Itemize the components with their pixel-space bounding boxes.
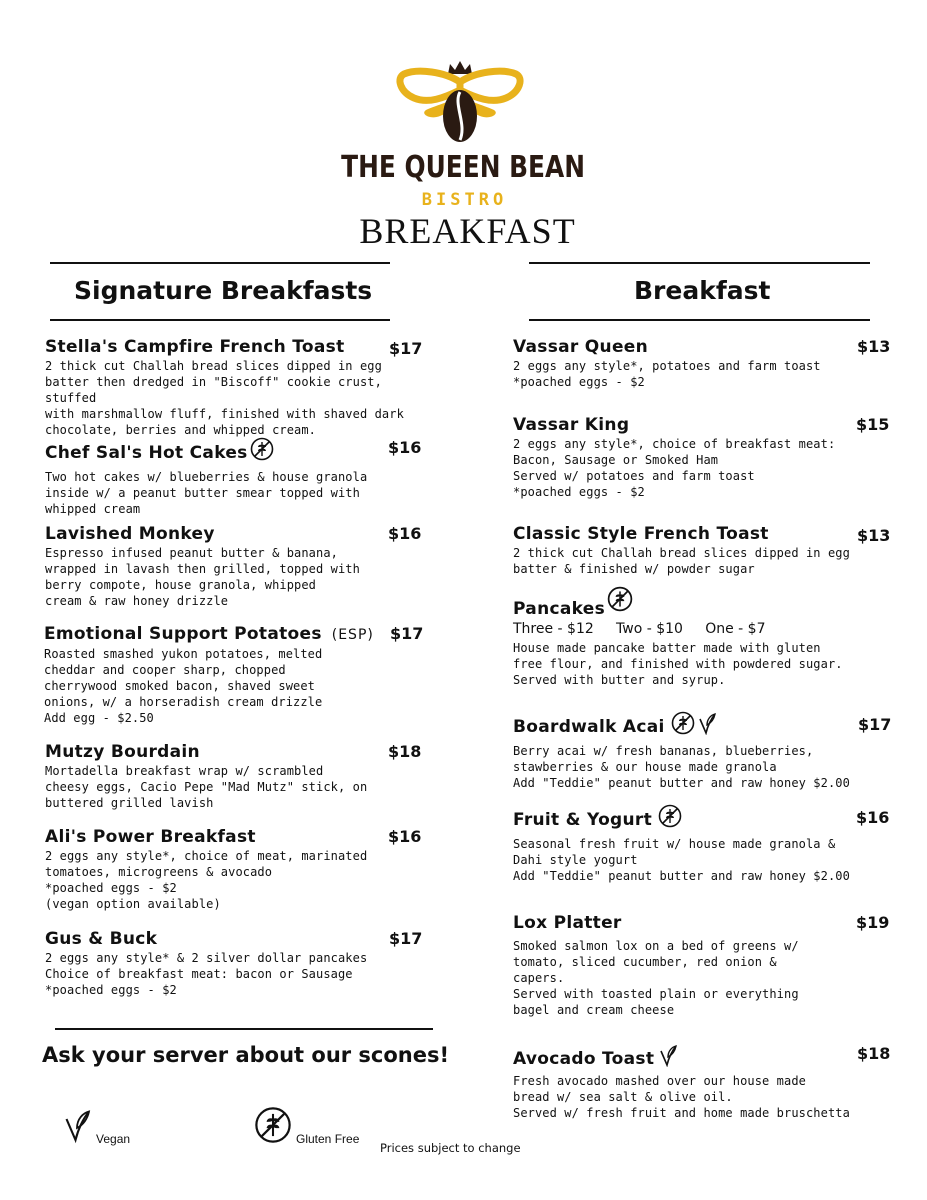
item-description: 2 eggs any style*, choice of meat, marinated tomatoes, microgreens & avocado *poached eggs - $2 (vegan option available) [45,849,368,911]
item-description: 2 thick cut Challah bread slices dipped in egg batter & finished w/ powder sugar [513,546,850,576]
menu-item [45,928,425,998]
menu-item [513,804,893,884]
item-price: $18 [388,742,422,761]
menu-item [513,414,893,500]
item-price: $16 [388,438,422,457]
item-description: Espresso infused peanut butter & banana, wrapped in lavash then grilled, topped with berry compote, house granola, whipped cream & raw honey drizzle [45,546,360,608]
menu-item [45,826,425,912]
gluten-free-icon [250,437,274,467]
item-price: $15 [856,415,890,434]
divider [55,1028,433,1030]
item-description: Two hot cakes w/ blueberries & house granola inside w/ a peanut butter smear topped with whipped cream [45,470,368,516]
item-description: Fresh avocado mashed over our house made bread w/ sea salt & olive oil. Served w/ fresh fruit and home made bruschetta [513,1074,850,1120]
item-name: Mutzy Bourdain [45,742,200,762]
divider [529,319,870,321]
item-price: $18 [857,1044,891,1063]
item-description: Smoked salmon lox on a bed of greens w/ tomato, sliced cucumber, red onion & capers. Served with toasted plain or everything bagel and cream cheese [513,939,799,1017]
item-price: $17 [390,624,424,643]
item-description: Seasonal fresh fruit w/ house made granola & Dahi style yogurt Add "Teddie" peanut butter and raw honey $2.00 [513,837,850,883]
item-price: $17 [389,929,423,948]
divider [50,319,390,321]
item-tag: (ESP) [331,627,374,643]
item-name: Stella's Campfire French Toast [45,337,345,357]
gluten-free-icon [658,804,682,834]
menu-item [513,523,893,577]
menu-item [45,336,425,438]
item-name: Classic Style French Toast [513,524,769,544]
legend-label: Vegan [96,1132,131,1146]
menu-item [513,1043,893,1121]
legend-vegan [62,1106,130,1148]
divider [50,262,390,264]
menu-title: BREAKFAST [359,211,576,251]
item-price: $19 [856,913,890,932]
item-description: 2 eggs any style*, potatoes and farm toast *poached eggs - $2 [513,359,821,389]
item-description: 2 eggs any style*, choice of breakfast meat: Bacon, Sausage or Smoked Ham Served w/ potatoes and farm toast *poached eggs - $2 [513,437,836,499]
menu-item [513,912,893,1018]
menu-item [513,336,893,390]
vegan-icon [62,1106,92,1148]
item-description: Mortadella breakfast wrap w/ scrambled cheesy eggs, Cacio Pepe "Mad Mutz" stick, on buttered grilled lavish [45,764,368,810]
menu-item [513,711,893,791]
menu-item [45,741,425,811]
legend-gluten-free [254,1106,359,1148]
scones-note: Ask your server about our scones! [42,1043,450,1067]
menu-item [513,586,893,688]
item-price: $17 [858,715,892,734]
divider [529,262,870,264]
item-name: Fruit & Yogurt [513,810,653,830]
item-name: Boardwalk Acai [513,717,665,737]
item-name: Lavished Monkey [45,524,215,544]
pancake-prices: Three - $12 Two - $10 One - $7 [513,621,766,637]
gluten-free-icon [607,586,633,618]
item-name: Vassar Queen [513,337,649,357]
gluten-free-icon [254,1106,292,1148]
brand-subtitle: BISTRO [421,190,508,210]
item-name: Chef Sal's Hot Cakes [45,443,248,463]
gluten-free-icon [671,711,695,741]
queen-bean-logo [390,58,530,148]
item-description: 2 eggs any style* & 2 silver dollar pancakes Choice of breakfast meat: bacon or Sausage *poached eggs - $2 [45,951,368,997]
item-name: Vassar King [513,415,630,435]
item-description: House made pancake batter made with gluten free flour, and finished with powdered sugar. Served with butter and syrup. [513,641,843,687]
item-price: $13 [857,526,891,545]
item-name: Ali's Power Breakfast [45,827,256,847]
footer-note: Prices subject to change [380,1141,521,1155]
item-description: Berry acai w/ fresh bananas, blueberries, stawberries & our house made granola Add "Teddie" peanut butter and raw honey $2.00 [513,744,850,790]
brand-name: THE QUEEN BEAN [341,150,586,185]
item-price: $16 [388,827,422,846]
section-title-breakfast: Breakfast [634,276,771,305]
menu-item [45,437,425,517]
item-name: Gus & Buck [45,929,158,949]
item-name: Avocado Toast [513,1049,655,1069]
item-description: 2 thick cut Challah bread slices dipped in egg batter then dredged in "Biscoff" cookie crust, stuffed with marshmallow fluff, finished with shaved dark chocolate, berries and whipped cream. [45,359,404,437]
legend-label: Gluten Free [296,1132,360,1146]
menu-item [44,623,424,726]
menu-item [45,523,425,609]
item-price: $16 [856,808,890,827]
item-description: Roasted smashed yukon potatoes, melted cheddar and cooper sharp, chopped cherrywood smoked bacon, shaved sweet onions, w/ a horseradish cream drizzle Add egg - $2.50 [44,647,323,725]
vegan-icon [658,1043,678,1073]
item-name: Emotional Support Potatoes [44,624,322,644]
item-price: $16 [388,524,422,543]
item-price: $13 [857,337,891,356]
item-price: $17 [389,339,423,358]
vegan-icon [697,711,717,741]
item-name: Pancakes [513,599,606,619]
section-title-signature: Signature Breakfasts [74,276,373,305]
item-name: Lox Platter [513,913,622,933]
